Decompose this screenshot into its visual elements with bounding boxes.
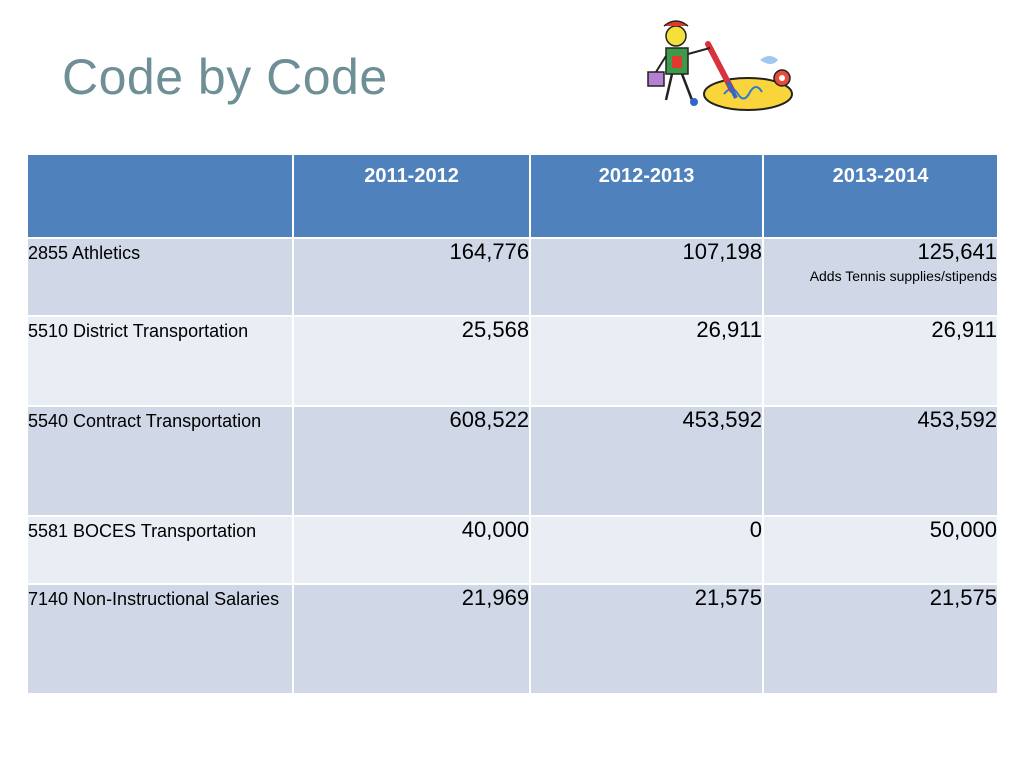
artist-painting-clipart-icon bbox=[636, 16, 800, 116]
header-cell-2013-2014: 2013-2014 bbox=[763, 154, 998, 238]
row-value: 608,522 bbox=[293, 406, 530, 516]
table-header-row bbox=[27, 154, 998, 238]
header-cell-2011-2012: 2011-2012 bbox=[293, 154, 530, 238]
row-value: 125,641 bbox=[917, 239, 997, 264]
row-value: 21,969 bbox=[293, 584, 530, 694]
row-value: 164,776 bbox=[293, 238, 530, 316]
row-label: 5540 Contract Transportation bbox=[27, 406, 293, 516]
row-note: Adds Tennis supplies/stipends bbox=[809, 268, 997, 284]
row-value: 107,198 bbox=[530, 238, 763, 316]
row-value: 40,000 bbox=[293, 516, 530, 584]
row-value: 50,000 bbox=[763, 516, 998, 584]
row-label: 2855 Athletics bbox=[27, 238, 293, 316]
row-value: 0 bbox=[530, 516, 763, 584]
table-row bbox=[27, 516, 998, 584]
row-value: 26,911 bbox=[763, 316, 998, 406]
header-cell-2012-2013: 2012-2013 bbox=[530, 154, 763, 238]
row-label: 5510 District Transportation bbox=[27, 316, 293, 406]
row-value: 25,568 bbox=[293, 316, 530, 406]
table-row bbox=[27, 238, 998, 316]
row-value: 21,575 bbox=[530, 584, 763, 694]
header-cell-code bbox=[27, 154, 293, 238]
row-value: 26,911 bbox=[530, 316, 763, 406]
budget-table bbox=[26, 153, 999, 695]
row-label: 7140 Non-Instructional Salaries bbox=[27, 584, 293, 694]
slide-title: Code by Code bbox=[62, 49, 388, 105]
row-value: 453,592 bbox=[763, 406, 998, 516]
row-value: 453,592 bbox=[530, 406, 763, 516]
table-row bbox=[27, 316, 998, 406]
row-value-with-note bbox=[763, 238, 998, 316]
table-row bbox=[27, 406, 998, 516]
row-value: 21,575 bbox=[763, 584, 998, 694]
table-row bbox=[27, 584, 998, 694]
row-label: 5581 BOCES Transportation bbox=[27, 516, 293, 584]
